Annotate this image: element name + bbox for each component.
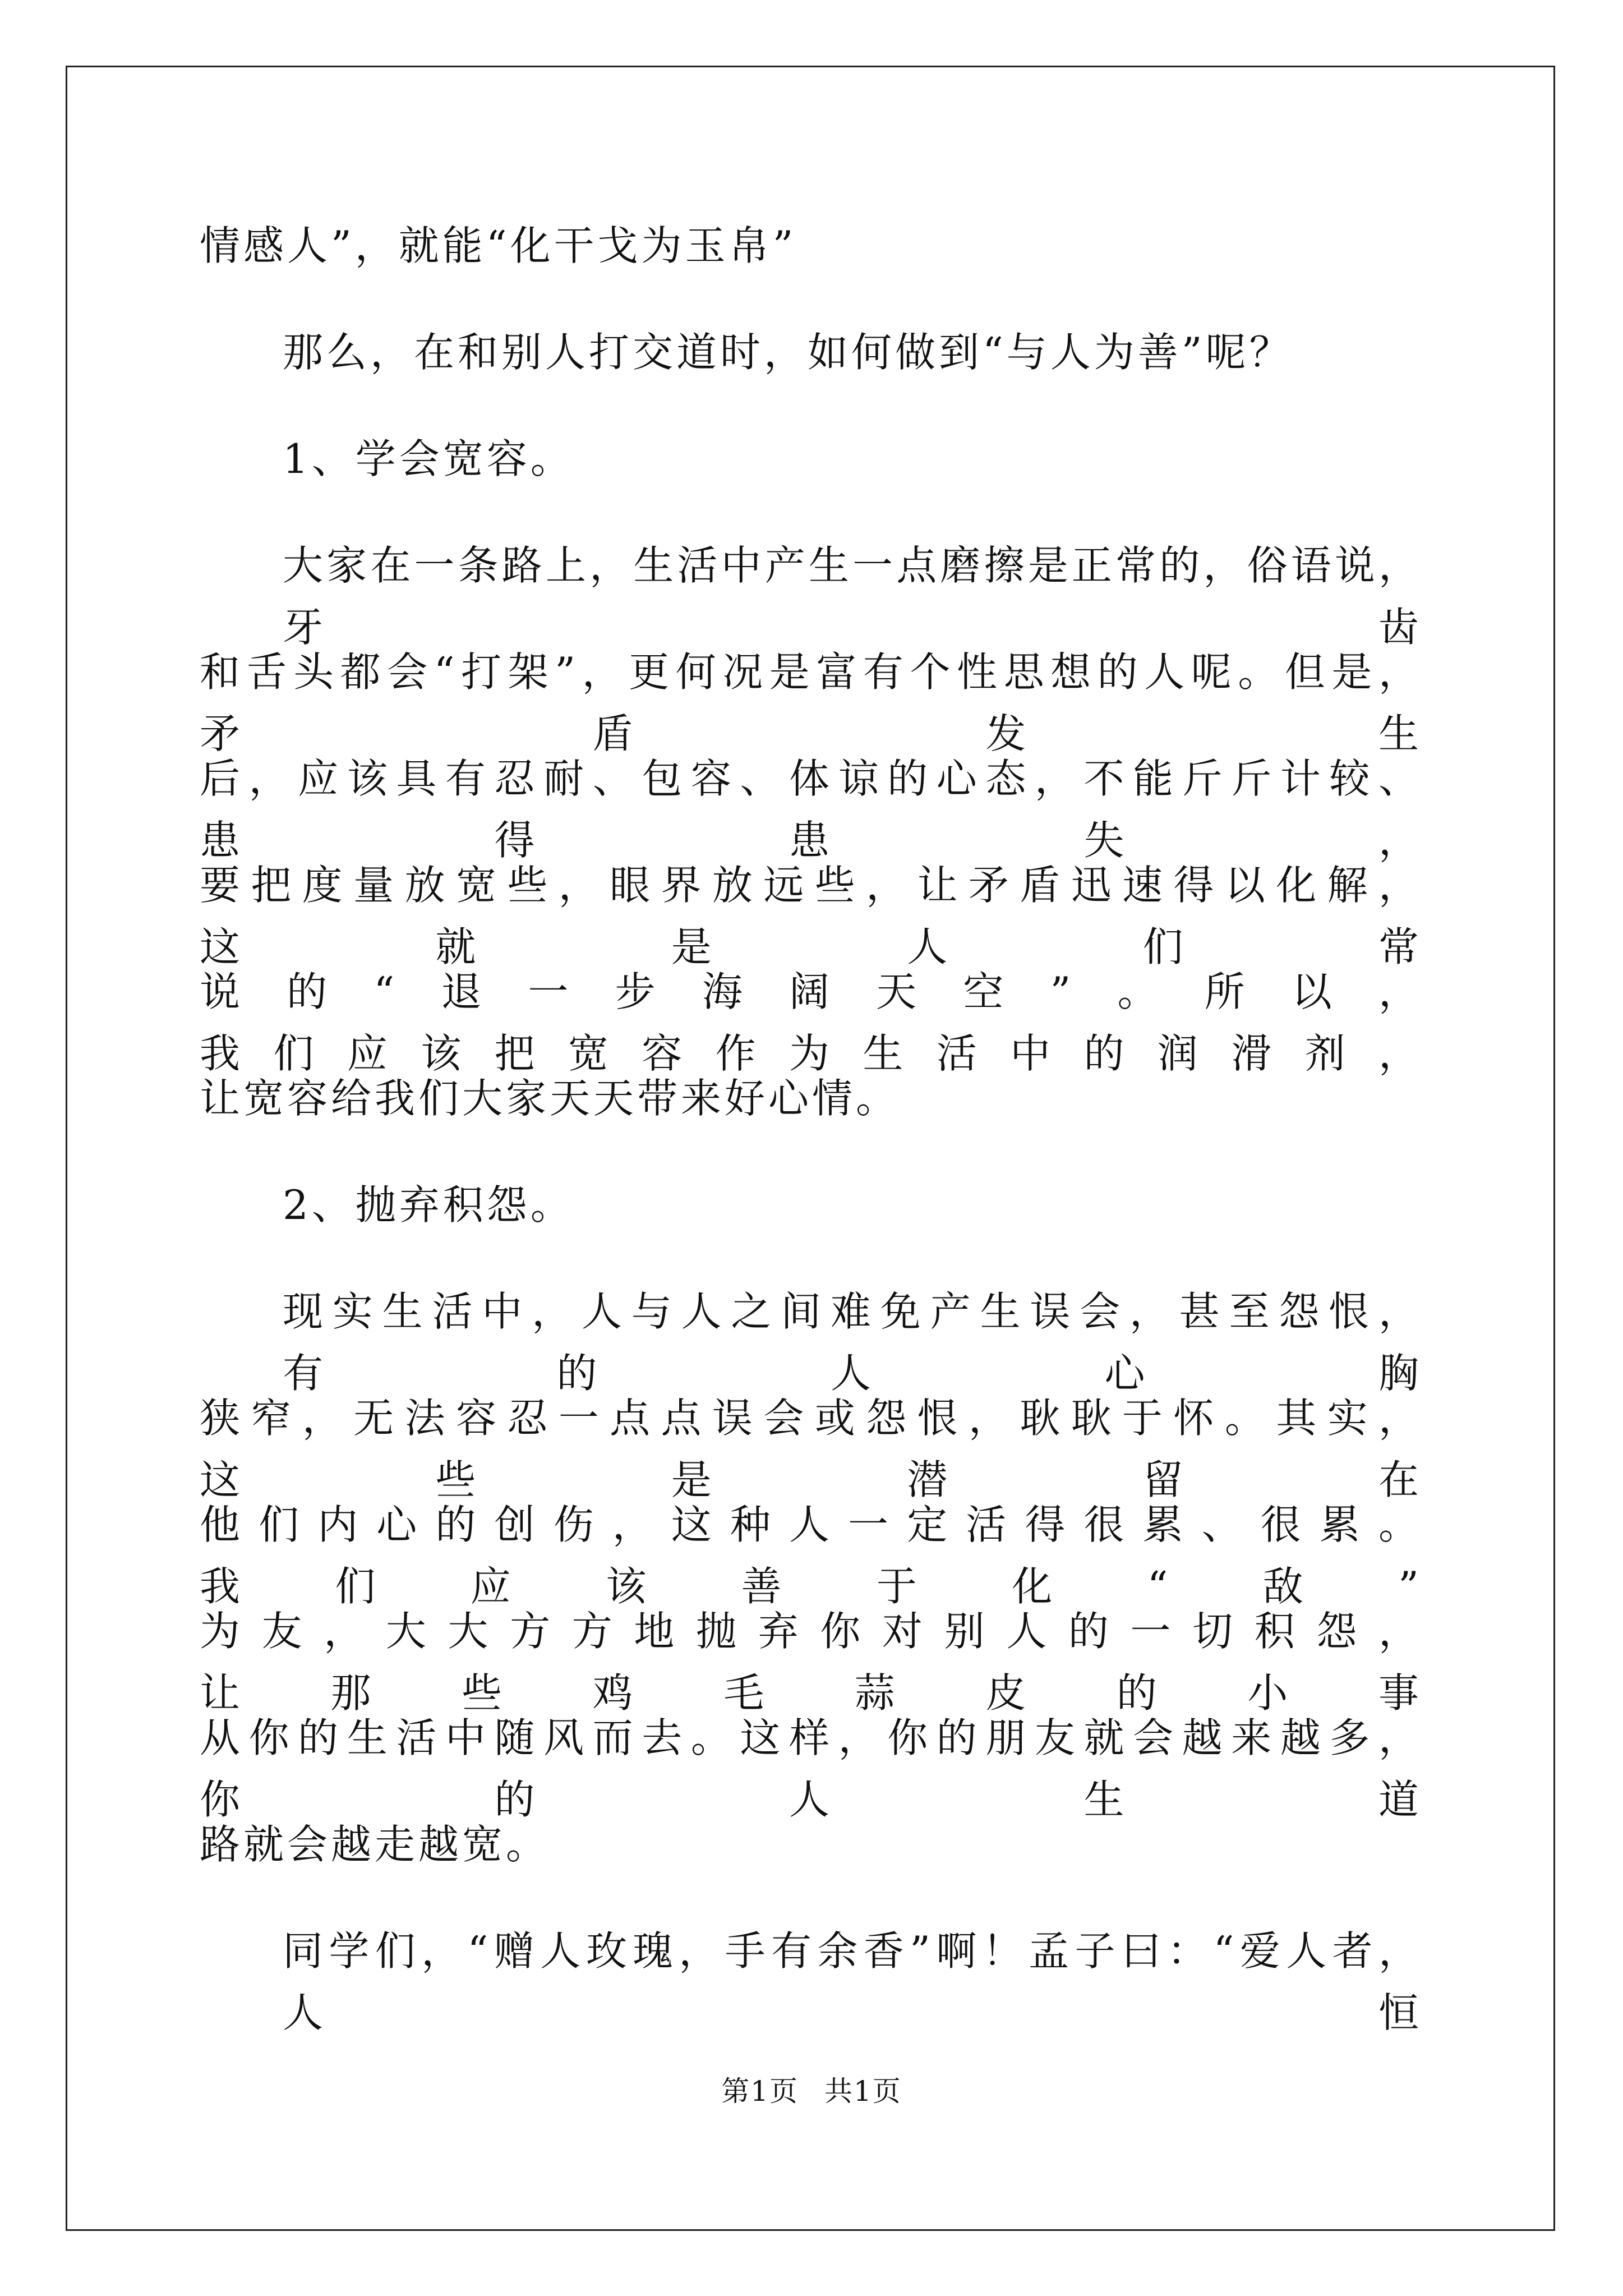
text-line: 说的“退一步海阔天空”。所以，我们应该把宽容作为生活中的润滑剂， xyxy=(200,968,1422,1077)
section-heading: 2、抛弃积怨。 xyxy=(283,1181,574,1228)
paragraph-line: 同学们，“赠人玫瑰，手有余香”啊！孟子曰：“爱人者，人恒 xyxy=(283,1927,1422,2036)
text-line: 情感人”，就能“化干戈为玉帛” xyxy=(200,222,797,269)
page-footer xyxy=(0,2069,1623,2109)
text-line: 从你的生活中随风而去。这样，你的朋友就会越来越多，你的人生道 xyxy=(200,1714,1422,1823)
text-line: 让宽容给我们大家天天带来好心情。 xyxy=(200,1075,900,1122)
paragraph-line: 大家在一条路上，生活中产生一点磨擦是正常的，俗语说，牙齿 xyxy=(283,542,1422,651)
page-number: 第1页 xyxy=(721,2075,799,2108)
text-line: 和舌头都会“打架”，更何况是富有个性思想的人呢。但是，矛盾发生 xyxy=(200,648,1422,757)
text-line: 路就会越走越宽。 xyxy=(200,1821,550,1868)
paragraph-line: 现实生活中，人与人之间难免产生误会，甚至怨恨，有的人心胸 xyxy=(283,1288,1422,1397)
text-line: 他们内心的创伤，这种人一定活得很累、很累。我们应该善于化“敌” xyxy=(200,1501,1422,1610)
text-line: 狭窄，无法容忍一点点误会或怨恨，耿耿于怀。其实，这些是潜留在 xyxy=(200,1395,1422,1503)
text-line: 为友，大大方方地抛弃你对别人的一切积怨，让那些鸡毛蒜皮的小事 xyxy=(200,1608,1422,1717)
paragraph-line: 那么，在和别人打交道时，如何做到“与人为善”呢？ xyxy=(283,329,1293,376)
section-heading: 1、学会宽容。 xyxy=(283,435,574,482)
text-line: 后，应该具有忍耐、包容、体谅的心态，不能斤斤计较、患得患失， xyxy=(200,755,1422,864)
page-total: 共1页 xyxy=(824,2075,902,2108)
text-line: 要把度量放宽些，眼界放远些，让矛盾迅速得以化解，这就是人们常 xyxy=(200,862,1422,970)
document-body xyxy=(200,215,1422,2036)
